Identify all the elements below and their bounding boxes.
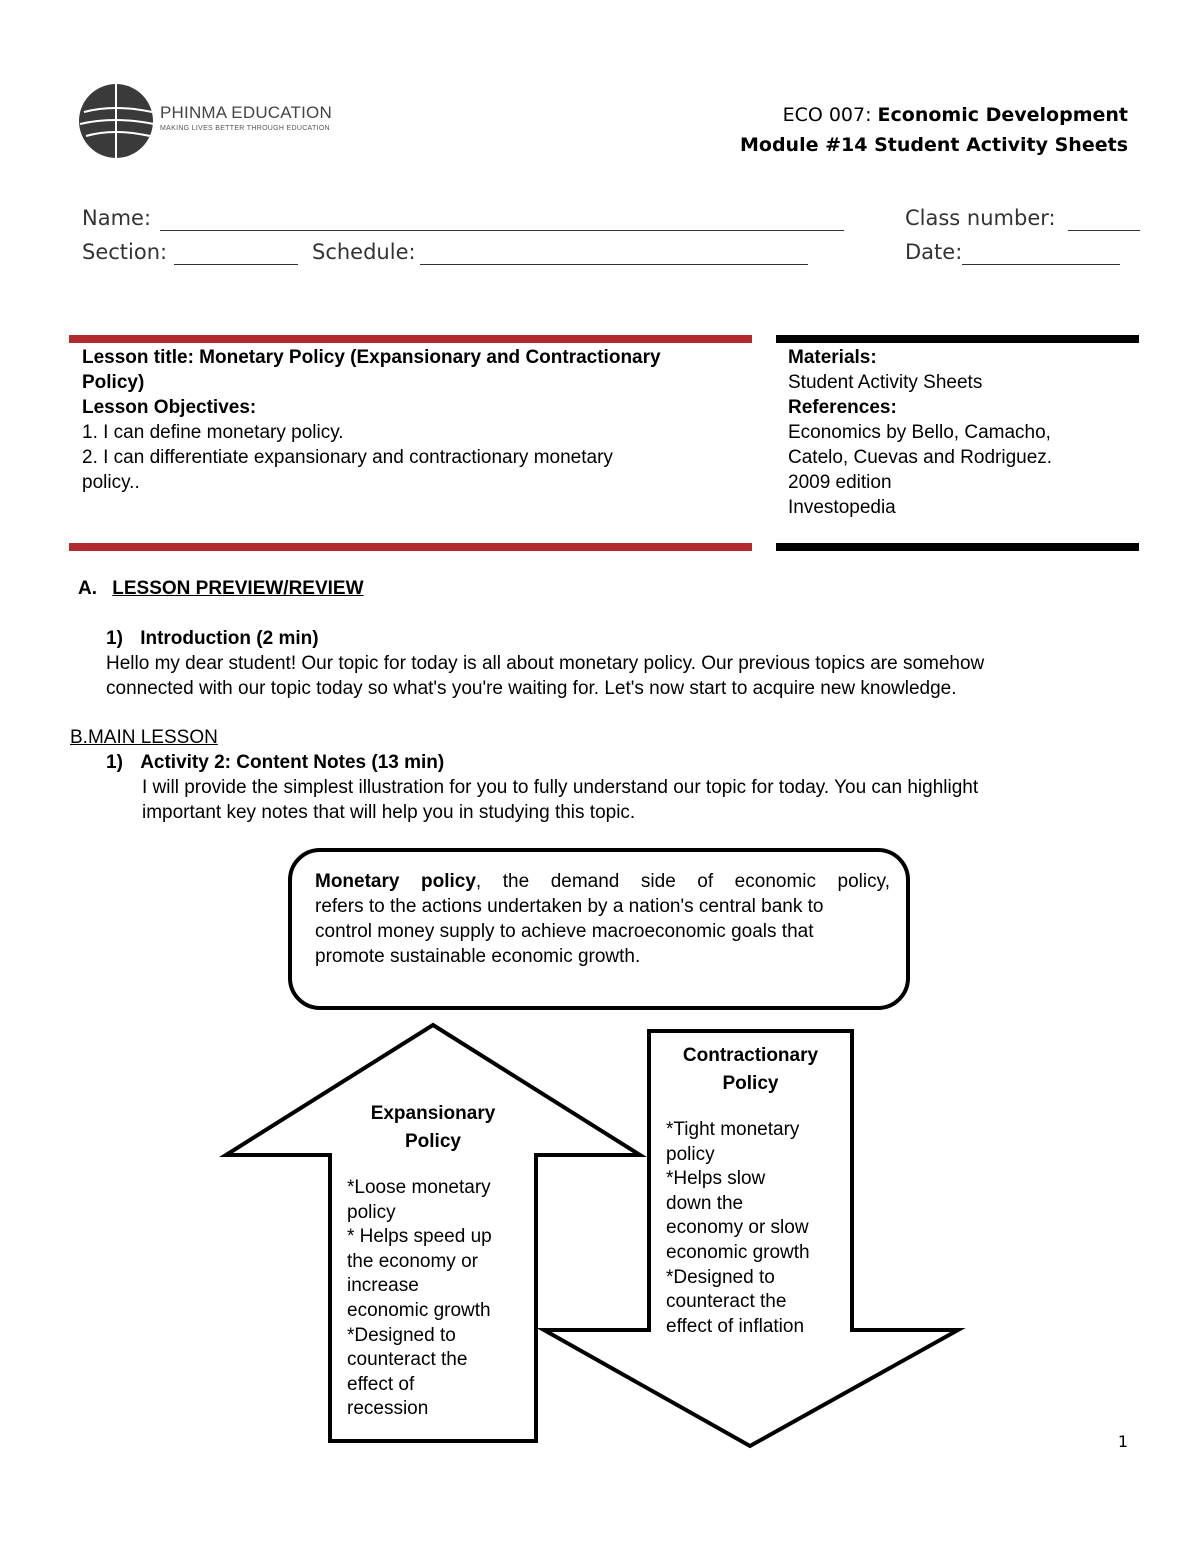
materials-label: Materials:: [788, 347, 877, 368]
lesson-objective-2-line1: 2. I can differentiate expansionary and contractionary monetary: [82, 447, 613, 468]
logo-tagline: MAKING LIVES BETTER THROUGH EDUCATION: [160, 125, 330, 132]
intro-item-title: Introduction (2 min): [140, 628, 319, 649]
section-label: Section:: [82, 240, 168, 264]
lesson-title-line2: Policy): [82, 372, 145, 393]
reference-line-4: Investopedia: [788, 497, 896, 518]
expansionary-line: recession: [347, 1398, 429, 1420]
contractionary-line: effect of inflation: [666, 1315, 805, 1337]
expansionary-notes: [347, 1176, 532, 1422]
contractionary-title: [649, 1042, 852, 1098]
contractionary-line: economy or slow: [666, 1217, 809, 1239]
lesson-title-line1: Lesson title: Monetary Policy (Expansionary and Contractionary: [82, 347, 661, 368]
expansionary-title: [330, 1100, 536, 1156]
reference-line-3: 2009 edition: [788, 472, 892, 493]
lesson-objective-2-line2: policy..: [82, 472, 140, 493]
expansionary-line: increase: [347, 1275, 419, 1297]
activity-para-line1: I will provide the simplest illustration for you to fully understand our topic for today. You can highlight: [142, 777, 979, 798]
contractionary-line: economic growth: [666, 1241, 810, 1263]
expansionary-line: the economy or: [347, 1250, 478, 1272]
references-label: References:: [788, 397, 897, 418]
contractionary-line: *Tight monetary: [666, 1119, 800, 1140]
expansionary-title-line1: Expansionary: [370, 1103, 496, 1124]
schedule-label: Schedule:: [312, 240, 416, 264]
expansionary-line: effect of: [347, 1373, 415, 1395]
contractionary-notes: [666, 1118, 846, 1339]
section-a-title: LESSON PREVIEW/REVIEW: [112, 578, 364, 599]
section-a-marker: A.: [78, 578, 97, 599]
reference-line-2: Catelo, Cuevas and Rodriguez.: [788, 447, 1053, 468]
materials-value: Student Activity Sheets: [788, 372, 983, 393]
contractionary-line: down the: [666, 1192, 744, 1214]
lesson-objective-1: 1. I can define monetary policy.: [82, 422, 344, 443]
contractionary-line: *Helps slow: [666, 1168, 766, 1190]
module-title: Module #14 Student Activity Sheets: [740, 134, 1128, 156]
expansionary-line: *Designed to: [347, 1324, 456, 1346]
logo-name: PHINMA EDUCATION: [160, 103, 332, 122]
course-title: Economic Development: [877, 104, 1128, 126]
course-code: ECO 007:: [782, 104, 872, 126]
expansionary-line: *Loose monetary: [347, 1177, 491, 1198]
expansionary-line: economic growth: [347, 1299, 491, 1321]
intro-para-line1: Hello my dear student! Our topic for today is all about monetary policy. Our previous topics are somehow: [106, 653, 985, 674]
page-number: 1: [1117, 1432, 1128, 1451]
intro-para-line2: connected with our topic today so what's you're waiting for. Let's now start to acquire new knowledge.: [106, 678, 957, 699]
contractionary-line: counteract the: [666, 1291, 787, 1313]
intro-item-number: 1): [106, 628, 123, 649]
contractionary-line: *Designed to: [666, 1266, 775, 1288]
reference-line-1: Economics by Bello, Camacho,: [788, 422, 1051, 443]
activity-para-line2: important key notes that will help you in studying this topic.: [142, 802, 636, 823]
name-label: Name:: [82, 206, 152, 230]
expansionary-line: counteract the: [347, 1349, 468, 1371]
definition-term: Monetary policy: [315, 871, 476, 892]
activity-item-number: 1): [106, 752, 123, 773]
contractionary-line: policy: [666, 1143, 715, 1165]
class-number-label: Class number:: [905, 206, 1056, 230]
expansionary-line: * Helps speed up: [347, 1226, 492, 1248]
definition-line3: control money supply to achieve macroeconomic goals that: [315, 921, 814, 942]
definition-text: [315, 869, 890, 969]
definition-line1-rest: , the demand side of economic policy,: [475, 871, 890, 892]
lesson-objectives-label: Lesson Objectives:: [82, 397, 257, 418]
contractionary-title-line2: Policy: [722, 1073, 779, 1094]
contractionary-title-line1: Contractionary: [682, 1045, 819, 1066]
definition-line4: promote sustainable economic growth.: [315, 946, 641, 967]
expansionary-title-line2: Policy: [405, 1131, 461, 1152]
definition-line2: refers to the actions undertaken by a nation's central bank to: [315, 896, 824, 917]
activity-item-title: Activity 2: Content Notes (13 min): [140, 752, 445, 773]
expansionary-line: policy: [347, 1201, 396, 1223]
date-label: Date:: [905, 240, 963, 264]
section-b-heading: B.MAIN LESSON: [70, 727, 218, 748]
